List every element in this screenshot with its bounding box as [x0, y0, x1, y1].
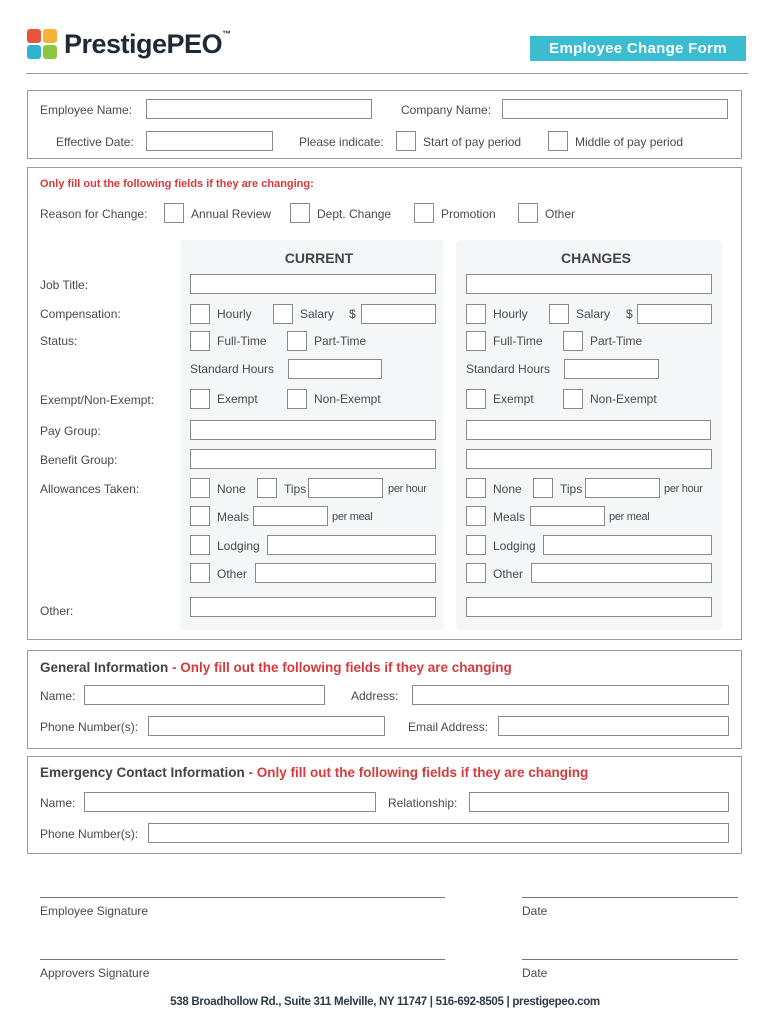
approver-signature-label: Approvers Signature: [40, 966, 150, 980]
current-none-checkbox[interactable]: [190, 478, 210, 498]
emergency-phone-field[interactable]: [148, 823, 729, 843]
employee-signature-label: Employee Signature: [40, 904, 149, 918]
changes-exempt-checkbox[interactable]: [466, 389, 486, 409]
start-of-pay-period-checkbox[interactable]: [396, 131, 416, 151]
status-label: Status:: [40, 334, 78, 348]
approver-signature-line[interactable]: [40, 959, 445, 960]
current-part-time-checkbox[interactable]: [287, 331, 307, 351]
approver-date-label: Date: [522, 966, 548, 980]
start-of-pay-period-label: Start of pay period: [423, 135, 522, 149]
changes-lodging-label: Lodging: [493, 539, 536, 553]
middle-of-pay-period-checkbox[interactable]: [548, 131, 568, 151]
current-meals-checkbox[interactable]: [190, 506, 210, 526]
employee-name-label: Employee Name:: [40, 103, 133, 117]
reason-annual-review-checkbox[interactable]: [164, 203, 184, 223]
current-meals-label: Meals: [217, 510, 250, 524]
header-divider: [26, 73, 748, 74]
logo-mark-icon: [26, 28, 58, 60]
changes-per-hour-label: per hour: [664, 483, 703, 495]
pay-group-label: Pay Group:: [40, 424, 101, 438]
emergency-name-label: Name:: [40, 796, 76, 810]
current-tips-label: Tips: [284, 482, 307, 496]
employee-name-field[interactable]: [146, 99, 372, 119]
changes-per-meal-label: per meal: [609, 511, 650, 523]
company-name-label: Company Name:: [401, 103, 492, 117]
general-phone-field[interactable]: [148, 716, 385, 736]
changes-meals-field[interactable]: [530, 506, 605, 526]
general-address-label: Address:: [351, 689, 399, 703]
logo: [26, 28, 58, 60]
changes-salary-amount-field[interactable]: [637, 304, 712, 324]
current-exempt-label: Exempt: [217, 392, 258, 406]
changes-salary-label: Salary: [576, 307, 611, 321]
changes-benefit-group-field[interactable]: [466, 449, 712, 469]
changes-pay-group-field[interactable]: [466, 420, 711, 440]
changes-part-time-label: Part-Time: [590, 334, 643, 348]
emergency-name-field[interactable]: [84, 792, 376, 812]
current-none-label: None: [217, 482, 246, 496]
company-name-field[interactable]: [502, 99, 728, 119]
reason-dept-change-checkbox[interactable]: [290, 203, 310, 223]
current-other-allowance-label: Other: [217, 567, 248, 581]
general-email-label: Email Address:: [408, 720, 489, 734]
general-phone-label: Phone Number(s):: [40, 720, 139, 734]
changes-tips-label: Tips: [560, 482, 583, 496]
job-title-label: Job Title:: [40, 278, 89, 292]
current-other-allowance-field[interactable]: [255, 563, 436, 583]
employee-date-label: Date: [522, 904, 548, 918]
employee-date-line[interactable]: [522, 897, 738, 898]
benefit-group-label: Benefit Group:: [40, 453, 118, 467]
changes-lodging-checkbox[interactable]: [466, 535, 486, 555]
changes-other-allowance-label: Other: [493, 567, 524, 581]
changes-standard-hours-field[interactable]: [564, 359, 659, 379]
reason-other-checkbox[interactable]: [518, 203, 538, 223]
changes-none-label: None: [493, 482, 522, 496]
please-indicate-label: Please indicate:: [299, 135, 384, 149]
changes-meals-label: Meals: [493, 510, 526, 524]
brand-name: PrestigePEO™: [64, 29, 231, 59]
changes-hourly-checkbox[interactable]: [466, 304, 486, 324]
current-exempt-checkbox[interactable]: [190, 389, 210, 409]
changes-tips-checkbox[interactable]: [533, 478, 553, 498]
general-name-field[interactable]: [84, 685, 325, 705]
changes-notice: Only fill out the following fields if they are changing:: [40, 178, 314, 190]
middle-of-pay-period-label: Middle of pay period: [575, 135, 684, 149]
current-standard-hours-label: Standard Hours: [190, 362, 275, 376]
current-full-time-checkbox[interactable]: [190, 331, 210, 351]
emergency-contact-heading: Emergency Contact Information - Only fill out the following fields if they are changing: [40, 765, 589, 780]
current-hourly-checkbox[interactable]: [190, 304, 210, 324]
current-heading: CURRENT: [284, 250, 354, 266]
general-info-heading: General Information - Only fill out the following fields if they are changing: [40, 660, 512, 675]
changes-meals-checkbox[interactable]: [466, 506, 486, 526]
emergency-phone-label: Phone Number(s):: [40, 827, 139, 841]
current-dollar-sign: $: [349, 307, 356, 321]
effective-date-field[interactable]: [146, 131, 273, 151]
general-email-field[interactable]: [498, 716, 729, 736]
current-per-hour-label: per hour: [388, 483, 427, 495]
reason-annual-review-label: Annual Review: [191, 207, 272, 221]
changes-lodging-field[interactable]: [543, 535, 712, 555]
current-non-exempt-label: Non-Exempt: [314, 392, 381, 406]
changes-job-title-field[interactable]: [466, 274, 712, 294]
current-per-meal-label: per meal: [332, 511, 373, 523]
changes-non-exempt-checkbox[interactable]: [563, 389, 583, 409]
changes-salary-checkbox[interactable]: [549, 304, 569, 324]
emergency-relationship-field[interactable]: [469, 792, 729, 812]
changes-standard-hours-label: Standard Hours: [466, 362, 551, 376]
allowances-label: Allowances Taken:: [40, 482, 140, 496]
changes-none-checkbox[interactable]: [466, 478, 486, 498]
current-lodging-field[interactable]: [267, 535, 436, 555]
footer-address: 538 Broadhollow Rd., Suite 311 Melville, NY 11747 | 516-692-8505 | prestigepeo.com: [170, 996, 600, 1008]
changes-part-time-checkbox[interactable]: [563, 331, 583, 351]
current-lodging-checkbox[interactable]: [190, 535, 210, 555]
form-title: Employee Change Form: [530, 36, 746, 61]
reason-promotion-label: Promotion: [441, 207, 496, 221]
reason-label: Reason for Change:: [40, 207, 148, 221]
current-benefit-group-field[interactable]: [190, 449, 436, 469]
changes-non-exempt-label: Non-Exempt: [590, 392, 657, 406]
current-standard-hours-field[interactable]: [288, 359, 382, 379]
exempt-label: Exempt/Non-Exempt:: [40, 393, 155, 407]
changes-dollar-sign: $: [626, 307, 633, 321]
current-salary-label: Salary: [300, 307, 335, 321]
current-meals-field[interactable]: [253, 506, 328, 526]
employee-signature-line[interactable]: [40, 897, 445, 898]
general-name-label: Name:: [40, 689, 76, 703]
current-other-field[interactable]: [190, 597, 436, 617]
current-non-exempt-checkbox[interactable]: [287, 389, 307, 409]
current-pay-group-field[interactable]: [190, 420, 436, 440]
effective-date-label: Effective Date:: [56, 135, 134, 149]
other-row-label: Other:: [40, 604, 74, 618]
current-lodging-label: Lodging: [217, 539, 260, 553]
current-salary-checkbox[interactable]: [273, 304, 293, 324]
current-tips-field[interactable]: [308, 478, 383, 498]
current-job-title-field[interactable]: [190, 274, 436, 294]
reason-dept-change-label: Dept. Change: [317, 207, 392, 221]
changes-tips-field[interactable]: [585, 478, 660, 498]
changes-other-field[interactable]: [466, 597, 712, 617]
changes-full-time-checkbox[interactable]: [466, 331, 486, 351]
general-address-field[interactable]: [412, 685, 729, 705]
current-tips-checkbox[interactable]: [257, 478, 277, 498]
changes-exempt-label: Exempt: [493, 392, 534, 406]
changes-full-time-label: Full-Time: [493, 334, 543, 348]
changes-hourly-label: Hourly: [493, 307, 528, 321]
reason-promotion-checkbox[interactable]: [414, 203, 434, 223]
current-part-time-label: Part-Time: [314, 334, 367, 348]
changes-heading: CHANGES: [560, 250, 631, 266]
changes-other-allowance-field[interactable]: [531, 563, 712, 583]
reason-other-label: Other: [545, 207, 576, 221]
compensation-label: Compensation:: [40, 307, 121, 321]
emergency-relationship-label: Relationship:: [388, 796, 458, 810]
approver-date-line[interactable]: [522, 959, 738, 960]
changes-other-allowance-checkbox[interactable]: [466, 563, 486, 583]
current-salary-amount-field[interactable]: [361, 304, 436, 324]
current-full-time-label: Full-Time: [217, 334, 267, 348]
current-other-allowance-checkbox[interactable]: [190, 563, 210, 583]
current-hourly-label: Hourly: [217, 307, 252, 321]
